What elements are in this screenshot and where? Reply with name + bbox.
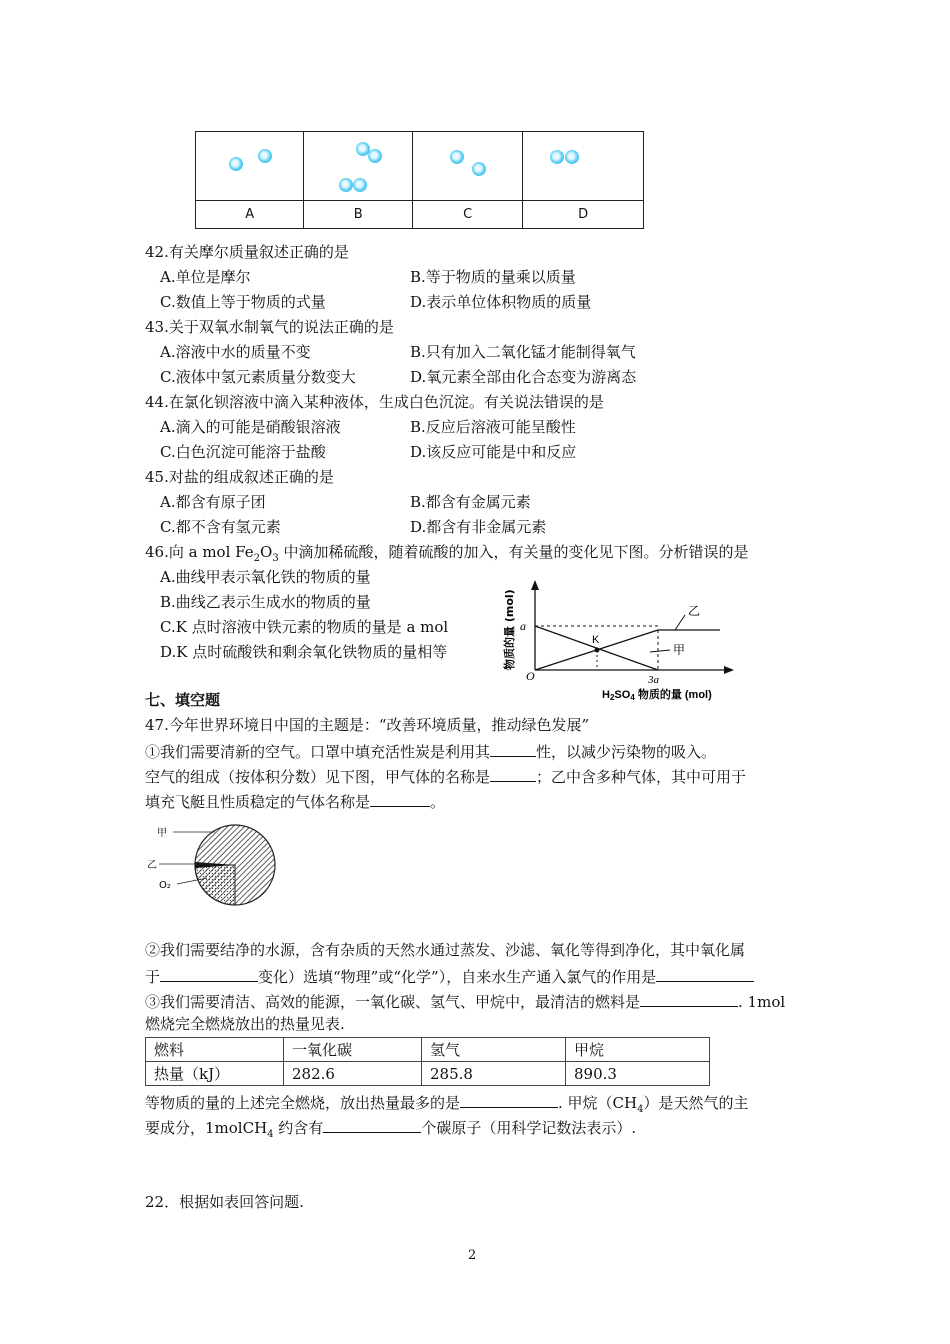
graph-origin: O bbox=[526, 669, 535, 683]
atom-icon bbox=[353, 178, 367, 192]
answer-blank[interactable] bbox=[490, 765, 536, 782]
q43-option-b: B.只有加入二氧化锰才能制得氧气 bbox=[410, 343, 636, 361]
graph-x-tick: 3a bbox=[648, 674, 659, 686]
graph-x-label-sub2: 4 bbox=[630, 693, 635, 702]
pie-label-yi: 乙 bbox=[147, 860, 157, 871]
table-cell: 282.6 bbox=[284, 1062, 422, 1086]
cell-d-picture bbox=[523, 132, 644, 201]
table-row bbox=[146, 1038, 710, 1062]
q47-part6-b: . 1mol bbox=[738, 993, 786, 1011]
answer-blank[interactable] bbox=[460, 1091, 558, 1108]
q43-option-a: A.溶液中水的质量不变 bbox=[160, 343, 311, 361]
atom-icon bbox=[229, 157, 243, 171]
table-cell: 890.3 bbox=[566, 1062, 710, 1086]
q47-part9-a: 要成分，1molCH bbox=[145, 1119, 268, 1137]
atom-icon bbox=[565, 150, 579, 164]
q45-option-a: A.都含有原子团 bbox=[160, 493, 266, 511]
cell-c-picture bbox=[413, 132, 523, 201]
q47-part1-a: ①我们需要清新的空气。口罩中填充活性炭是利用其 bbox=[145, 743, 491, 761]
answer-blank[interactable] bbox=[490, 740, 536, 757]
q47-part2 bbox=[145, 765, 746, 787]
table-row bbox=[146, 1062, 710, 1086]
q45-option-c: C.都不含有氢元素 bbox=[160, 518, 281, 536]
atom-icon bbox=[450, 150, 464, 164]
q45-option-b: B.都含有金属元素 bbox=[410, 493, 531, 511]
q44-option-d: D.该反应可能是中和反应 bbox=[410, 443, 577, 461]
q46-option-b: B.曲线乙表示生成水的物质的量 bbox=[160, 593, 371, 611]
q47-part8-sub: 4 bbox=[637, 1104, 644, 1115]
graph-x-label-mid: SO bbox=[614, 689, 631, 701]
heat-table bbox=[145, 1037, 710, 1086]
q42-option-a: A.单位是摩尔 bbox=[160, 268, 251, 286]
q44-option-b: B.反应后溶液可能呈酸性 bbox=[410, 418, 576, 436]
q47-part5-a: 于 bbox=[145, 968, 161, 986]
q46-stem-post: 中滴加稀硫酸，随着硫酸的加入，有关量的变化见下图。分析错误的是 bbox=[278, 543, 749, 561]
atom-icon bbox=[472, 162, 486, 176]
q47-part2-b: ；乙中含多种气体，其中可用于 bbox=[536, 768, 747, 786]
q22-stem: 22．根据如表回答问题. bbox=[145, 1193, 304, 1211]
graph-x-label bbox=[602, 687, 712, 702]
graph-y-label: 物质的量 (mol) bbox=[503, 589, 516, 670]
graph-x-label-post: 物质的量 (mol) bbox=[634, 689, 712, 701]
label-a: A bbox=[196, 201, 304, 229]
q46-graph bbox=[490, 570, 740, 708]
graph-point-k: K bbox=[592, 634, 600, 646]
q47-part5 bbox=[145, 965, 754, 987]
label-d: D bbox=[523, 201, 644, 229]
table-cell: 热量（kJ） bbox=[146, 1062, 284, 1086]
q45-option-d: D.都含有非金属元素 bbox=[410, 518, 547, 536]
atom-icon bbox=[339, 178, 353, 192]
q47-part6-a: ③我们需要清洁、高效的能源，一氧化碳、氢气、甲烷中，最清洁的燃料是 bbox=[145, 993, 641, 1011]
table-cell: 285.8 bbox=[422, 1062, 566, 1086]
q47-part3 bbox=[145, 790, 445, 812]
pie-slice-o2 bbox=[195, 865, 235, 905]
answer-blank[interactable] bbox=[370, 790, 430, 807]
q47-part9-b: 约含有 bbox=[273, 1119, 324, 1137]
q47-part8-a: 等物质的量的上述完全燃烧，放出热量最多的是 bbox=[145, 1094, 461, 1112]
q47-part7: 燃烧完全燃烧放出的热量见表. bbox=[145, 1015, 345, 1033]
q47-part8-b: . 甲烷（CH bbox=[558, 1094, 638, 1112]
q46-sub2: 2 bbox=[253, 553, 260, 564]
graph-x-label-sub1: 2 bbox=[609, 693, 615, 702]
q46-stem bbox=[145, 542, 748, 569]
table-header-cell: 一氧化碳 bbox=[284, 1038, 422, 1062]
q43-option-c: C.液体中氢元素质量分数变大 bbox=[160, 368, 356, 386]
answer-blank[interactable] bbox=[640, 990, 738, 1007]
molecule-diagram-table bbox=[195, 131, 644, 229]
q42-option-d: D.表示单位体积物质的质量 bbox=[410, 293, 592, 311]
q42-option-c: C.数值上等于物质的式量 bbox=[160, 293, 326, 311]
q46-option-a: A.曲线甲表示氧化铁的物质的量 bbox=[160, 568, 371, 586]
label-c: C bbox=[413, 201, 523, 229]
atom-icon bbox=[258, 149, 272, 163]
graph-curve-yi: 乙 bbox=[688, 604, 701, 618]
q46-sub3: 3 bbox=[272, 553, 279, 564]
q44-stem: 44.在氯化钡溶液中滴入某种液体，生成白色沉淀。有关说法错误的是 bbox=[145, 393, 604, 411]
cell-b-picture bbox=[304, 132, 413, 201]
q47-part9-c: 个碳原子（用科学记数法表示）. bbox=[421, 1119, 637, 1137]
table-header-cell: 燃料 bbox=[146, 1038, 284, 1062]
q47-part1 bbox=[145, 740, 716, 762]
graph-curve-jia: 甲 bbox=[673, 643, 686, 657]
q46-stem-mid: O bbox=[260, 543, 273, 561]
table-header-cell: 甲烷 bbox=[566, 1038, 710, 1062]
q47-part9-sub: 4 bbox=[267, 1129, 274, 1140]
q47-part8-c: ）是天然气的主 bbox=[643, 1094, 749, 1112]
cell-a-picture bbox=[196, 132, 304, 201]
q45-stem: 45.对盐的组成叙述正确的是 bbox=[145, 468, 334, 486]
answer-blank[interactable] bbox=[160, 965, 258, 982]
atom-icon bbox=[368, 149, 382, 163]
q43-option-d: D.氧元素全部由化合态变为游离态 bbox=[410, 368, 637, 386]
pie-label-jia: 甲 bbox=[157, 828, 167, 839]
label-b: B bbox=[304, 201, 413, 229]
answer-blank[interactable] bbox=[323, 1116, 421, 1133]
atom-icon bbox=[550, 150, 564, 164]
q46-option-c: C.K 点时溶液中铁元素的物质的量是 a mol bbox=[160, 618, 449, 636]
q47-part3-b: 。 bbox=[430, 793, 446, 811]
air-composition-pie bbox=[145, 818, 280, 918]
q46-option-d: D.K 点时硫酸铁和剩余氧化铁物质的量相等 bbox=[160, 643, 448, 661]
page-number: 2 bbox=[468, 1248, 477, 1263]
graph-y-tick: a bbox=[520, 619, 526, 633]
answer-blank[interactable] bbox=[656, 965, 754, 982]
q47-part4: ②我们需要结净的水源，含有杂质的天然水通过蒸发、沙滤、氧化等得到净化，其中氧化属 bbox=[145, 941, 746, 959]
q47-part2-a: 空气的组成（按体积分数）见下图，甲气体的名称是 bbox=[145, 768, 491, 786]
q43-stem: 43.关于双氧水制氧气的说法正确的是 bbox=[145, 318, 394, 336]
q47-stem: 47.今年世界环境日中国的主题是：“改善环境质量，推动绿色发展” bbox=[145, 716, 590, 734]
table-header-cell: 氢气 bbox=[422, 1038, 566, 1062]
q42-stem: 42.有关摩尔质量叙述正确的是 bbox=[145, 243, 349, 261]
section-title: 七、填空题 bbox=[145, 691, 221, 709]
pie-label-o2: O₂ bbox=[159, 880, 171, 891]
graph-x-label-pre: H bbox=[602, 689, 610, 701]
q44-option-a: A.滴入的可能是硝酸银溶液 bbox=[160, 418, 341, 436]
q47-part5-b: 变化）选填“物理”或“化学”），自来水生产通入氯气的作用是 bbox=[258, 968, 657, 986]
point-k-dot bbox=[595, 648, 600, 653]
q46-stem-pre: 46.向 a mol Fe bbox=[145, 543, 254, 561]
q47-part3-a: 填充飞艇且性质稳定的气体名称是 bbox=[145, 793, 371, 811]
q47-part9 bbox=[145, 1116, 636, 1145]
q47-part6 bbox=[145, 990, 785, 1012]
q44-option-c: C.白色沉淀可能溶于盐酸 bbox=[160, 443, 326, 461]
q47-part1-b: 性，以减少污染物的吸入。 bbox=[536, 743, 717, 761]
q42-option-b: B.等于物质的量乘以质量 bbox=[410, 268, 576, 286]
